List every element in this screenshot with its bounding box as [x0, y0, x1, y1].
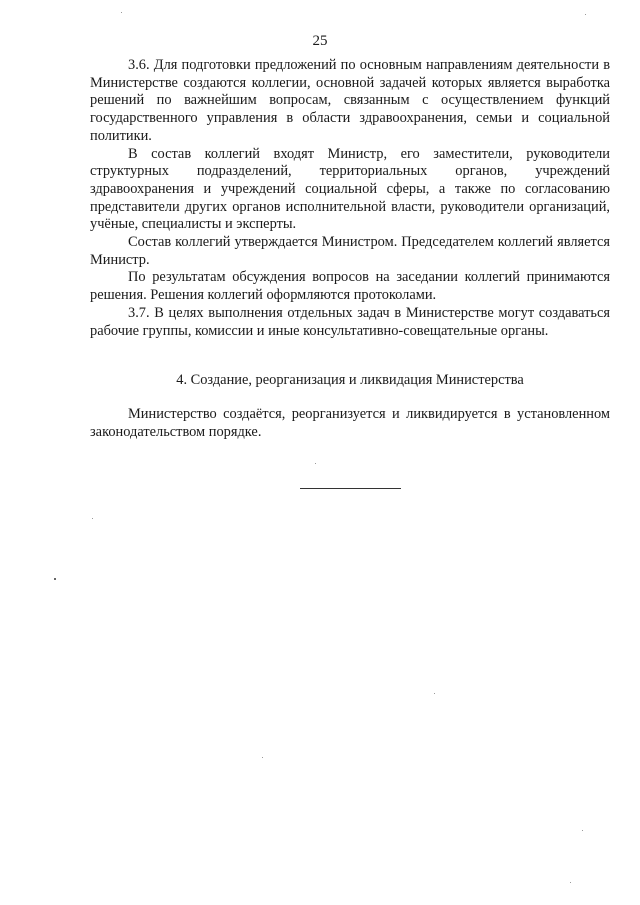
paragraph-3-7: 3.7. В целях выполнения отдельных задач в Министерстве могут создаваться рабочие группы, комиссии и иные консультативно-совещательные органы. [90, 304, 610, 339]
scan-speck [582, 830, 583, 831]
scan-speck [92, 518, 93, 519]
end-of-text-rule [300, 488, 401, 489]
scan-speck [570, 882, 571, 883]
scan-speck [54, 578, 56, 580]
scan-speck [434, 693, 435, 694]
section-4-heading: 4. Создание, реорганизация и ликвидация Министерства [176, 372, 524, 388]
paragraph-4-text: Министерство создаётся, реорганизуется и ликвидируется в установленном законодательством порядке. [90, 406, 610, 440]
section-4-body [90, 406, 610, 441]
scan-speck [585, 14, 586, 15]
scan-speck [262, 757, 263, 758]
paragraph-3-6: 3.6. Для подготовки предложений по основным направлениям деятельности в Министерстве создаются коллегии, основной задачей которых является выработка решений по важнейшим вопросам, связанным с осуществлением функций государственного управления в области здравоохранения, семьи и социальной политики. [90, 57, 610, 144]
page-number: 25 [312, 33, 328, 49]
section-3-body [90, 57, 610, 340]
scan-speck [315, 463, 316, 464]
paragraph-collegium-approval: Состав коллегий утверждается Министром. Председателем коллегий является Министр. [90, 234, 610, 268]
paragraph-collegium-members: В состав коллегий входят Министр, его заместители, руководители структурных подразделений, территориальных органов, учреждений здравоохранения и учреждений социальной сферы, а также по согласованию представители других органов исполнительной власти, руководители организаций, учёные, специалисты и эксперты. [90, 145, 610, 233]
scan-speck [121, 12, 122, 13]
paragraph-collegium-decisions: По результатам обсуждения вопросов на заседании коллегий принимаются решения. Решения коллегий оформляются протоколами. [90, 269, 610, 304]
